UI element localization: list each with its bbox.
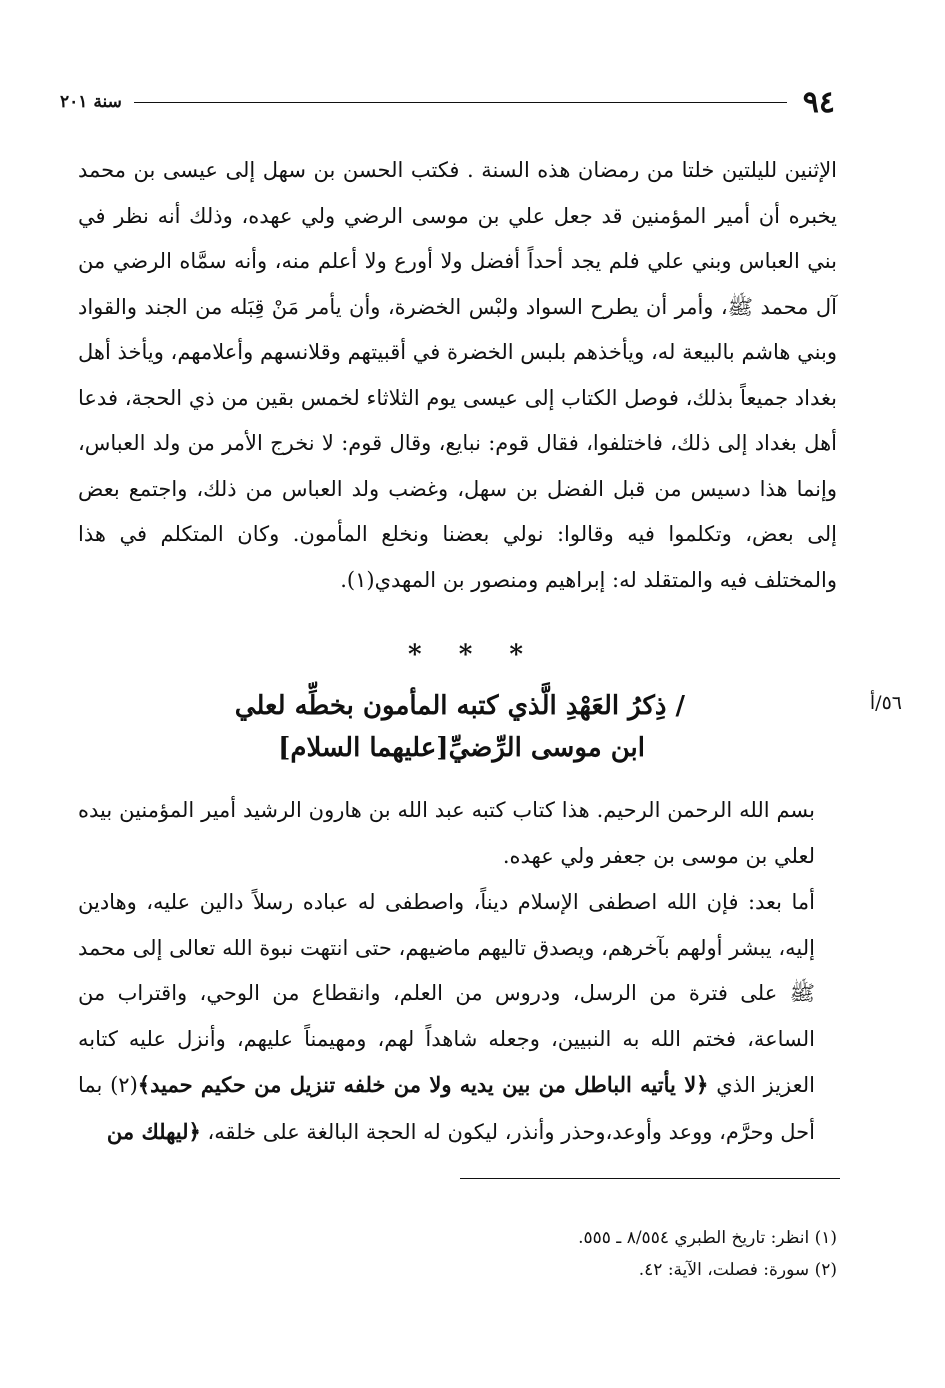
paragraph-1: الإثنين لليلتين خلتا من رمضان هذه السنة . فكتب الحسن بن سهل إلى عيسى بن محمد يخبره أن أمير المؤمنين قد جعل علي بن موسى الرضي ولي عهده، وذلك أنه نظر في بني العباس وبني علي فلم يجد أحداً أفضل ولا أورع ولا أعلم منه، وأنه سمَّاه الرضي من آل محمد ﷺ، وأمر أن يطرح السواد ولبْس الخضرة، وأن يأمر مَنْ قِبَله من الجند والقواد وبني هاشم بالبيعة له، ويأخذهم بلبس الخضرة في أقبيتهم وقلانسهم وأعلامهم، ويأخذ أهل بغداد جميعاً بذلك، فوصل الكتاب إلى عيسى يوم الثلاثاء لخمس بقين من ذي الحجة، فدعا أهل بغداد إلى ذلك، فاختلفوا، فقال قوم: نبايع، وقال قوم: لا نخرج الأمر من ولد العباس، وإنما هذا دسيس من قبل الفضل بن سهل، وغضب ولد العباس من ذلك، واجتمع بعض إلى بعض، وتكلموا فيه وقالوا: نولي بعضنا ونخلع المأمون. وكان المتكلم في هذا والمختلف فيه والمتقلد له: إبراهيم ومنصور بن المهدي(١). bbox=[78, 158, 838, 592]
heading-line-2: ابن موسى الرِّضيِّ[عليهما السلام] bbox=[278, 733, 645, 763]
header-rule bbox=[134, 102, 787, 103]
quran-quote-1: ﴿لا يأتيه الباطل من بين يديه ولا من خلفه تنزيل من حكيم حميد﴾ bbox=[137, 1072, 709, 1097]
paragraph-3-text-middle: (٢) بما أحل وحرَّم، ووعد وأوعد،وحذر وأنذر، ليكون له الحجة البالغة على خلقه، bbox=[78, 1073, 815, 1144]
footnote-rule bbox=[460, 1178, 840, 1179]
section-heading bbox=[180, 685, 685, 769]
year-label: سنة ٢٠١ bbox=[60, 92, 122, 112]
paragraph-3 bbox=[78, 880, 837, 1155]
heading-line-1: / ذِكرُ العَهْدِ الَّذي كتبه المأمون بخطِّه لعلي bbox=[234, 691, 685, 721]
section-separator: * * * bbox=[408, 640, 537, 670]
quran-quote-2: ﴿ليهلك من bbox=[106, 1118, 201, 1144]
page-number: ٩٤ bbox=[802, 84, 835, 120]
footnote-1: (١) انظر: تاريخ الطبري ٨/٥٥٤ ـ ٥٥٥. bbox=[578, 1228, 837, 1248]
footnote-2: (٢) سورة: فصلت، الآية: ٤٢. bbox=[638, 1260, 837, 1280]
paragraph-3-text-before: أما بعد: فإن الله اصطفى الإسلام ديناً، واصطفى له عباده رسلاً دالين عليه، وهادين إليه، يبشر أولهم بآخرهم، ويصدق تاليهم ماضيهم، حتى انتهت نبوة الله تعالى إلى محمد ﷺ على فترة من الرسل، ودروس من العلم، وانقطاع من الوحي، واقتراب من الساعة، فختم الله به النبيين، وجعله شاهداً لهم، ومهيمناً عليهم، وأنزل عليه كتابه العزيز الذي bbox=[78, 890, 815, 1097]
manuscript-folio-note: ٥٦/أ bbox=[869, 692, 902, 714]
paragraph-2: بسم الله الرحمن الرحيم. هذا كتاب كتبه عبد الله بن هارون الرشيد أمير المؤمنين بيده لعلي بن موسى بن جعفر ولي عهده. bbox=[78, 798, 815, 868]
running-header bbox=[60, 82, 835, 122]
footnotes bbox=[78, 1222, 837, 1286]
